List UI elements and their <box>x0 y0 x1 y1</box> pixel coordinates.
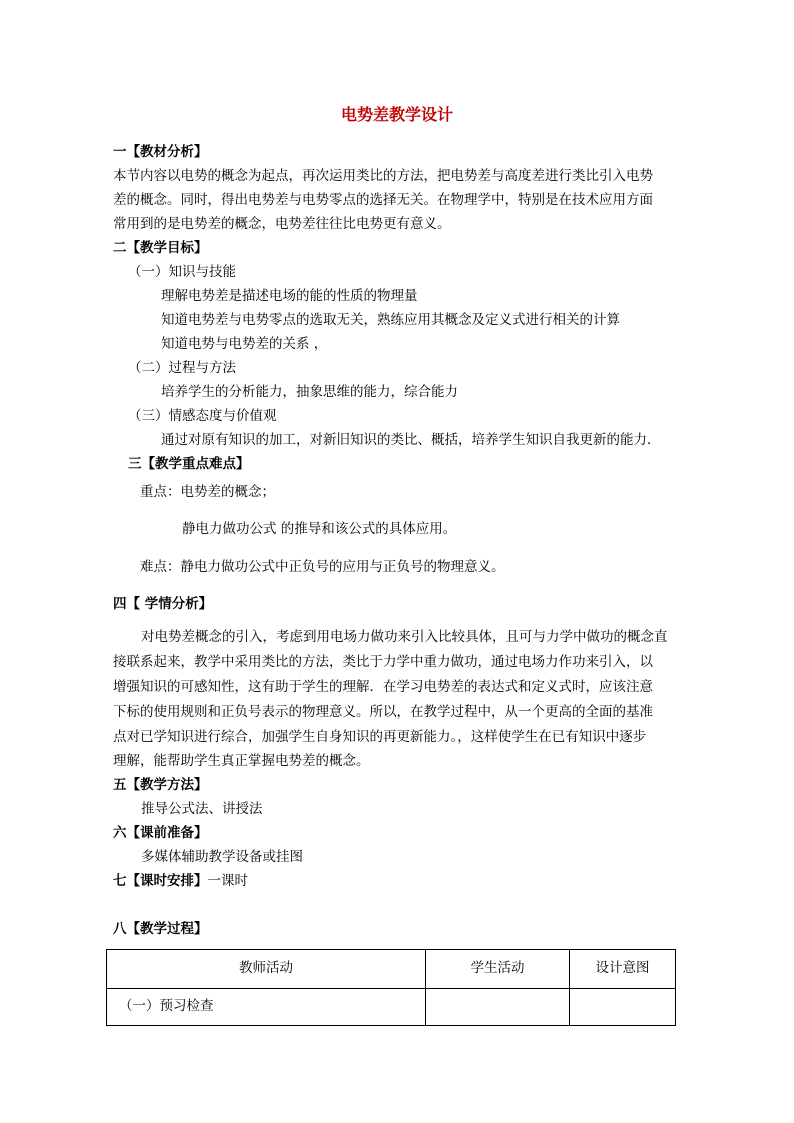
teaching-process-table <box>106 949 676 1026</box>
objective-line: 通过对原有知识的加工，对新旧知识的类比、概括，培养学生知识自我更新的能力． <box>161 432 661 448</box>
objective-line: 知道电势与电势差的关系 ， <box>161 336 328 352</box>
section-heading-8: 八【教学过程】 <box>113 921 208 937</box>
section-heading-6: 六【课前准备】 <box>113 825 208 841</box>
table-header-cell: 设计意图 <box>570 950 676 989</box>
paragraph-line: 对电势差概念的引入，考虑到用电场力做功来引入比较具体，且可与力学中做功的概念直 <box>141 629 668 645</box>
objective-line: 理解电势差是描述电场的能的性质的物理量 <box>161 288 418 304</box>
subsection-heading: （三）情感态度与价值观 <box>128 408 277 424</box>
paragraph-line: 点对已学知识进行综合，加强学生自身知识的再更新能力。，这样使学生在已有知识中逐步 <box>113 729 647 745</box>
document-title: 电势差教学设计 <box>340 105 453 124</box>
table-header-cell: 学生活动 <box>426 950 570 989</box>
section-heading-4: 四【 学情分析】 <box>113 596 213 612</box>
method-line: 推导公式法、讲授法 <box>141 801 263 817</box>
paragraph-line: 下标的使用规则和正负号表示的物理意义。所以，在教学过程中，从一个更高的全面的基准 <box>113 704 653 720</box>
subsection-heading: （一）知识与技能 <box>128 264 236 280</box>
section-heading-7: 七【课时安排】 <box>113 873 208 889</box>
paragraph-line: 增强知识的可感知性，这有助于学生的理解．在学习电势差的表达式和定义式时，应该注意 <box>113 679 653 695</box>
table-cell: （一）预习检查 <box>107 989 426 1026</box>
section-heading-5: 五【教学方法】 <box>113 777 208 793</box>
paragraph-line: 差的概念。同时，得出电势差与电势零点的选择无关。在物理学中，特别是在技术应用方面 <box>113 192 653 208</box>
schedule-value: 一课时 <box>207 873 248 889</box>
table-cell <box>426 989 570 1026</box>
paragraph-line: 常用到的是电势差的概念，电势差往往比电势更有意义。 <box>113 216 451 232</box>
section-heading-1: 一【教材分析】 <box>113 144 208 160</box>
subsection-heading: （二）过程与方法 <box>128 360 236 376</box>
keypoint-line: 静电力做功公式 的推导和该公式的具体应用。 <box>182 521 457 537</box>
table-row <box>107 989 676 1026</box>
section-heading-2: 二【教学目标】 <box>113 240 208 256</box>
paragraph-line: 本节内容以电势的概念为起点，再次运用类比的方法，把电势差与高度差进行类比引入电势 <box>113 168 653 184</box>
table-cell <box>570 989 676 1026</box>
schedule-line <box>113 875 248 889</box>
preparation-line: 多媒体辅助教学设备或挂图 <box>141 849 303 865</box>
objective-line: 知道电势差与电势零点的选取无关，熟练应用其概念及定义式进行相关的计算 <box>161 312 620 328</box>
table-header-cell: 教师活动 <box>107 950 426 989</box>
paragraph-line: 理解，能帮助学生真正掌握电势差的概念。 <box>113 753 370 769</box>
table-header-row <box>107 950 676 989</box>
keypoint-line: 难点：静电力做功公式中正负号的应用与正负号的物理意义。 <box>140 559 505 575</box>
keypoint-line: 重点：电势差的概念； <box>140 484 275 500</box>
paragraph-line: 接联系起来，教学中采用类比的方法，类比于力学中重力做功，通过电场力作功来引入，以 <box>113 654 653 670</box>
objective-line: 培养学生的分析能力，抽象思维的能力，综合能力 <box>161 384 458 400</box>
section-heading-3: 三【教学重点难点】 <box>128 456 250 472</box>
